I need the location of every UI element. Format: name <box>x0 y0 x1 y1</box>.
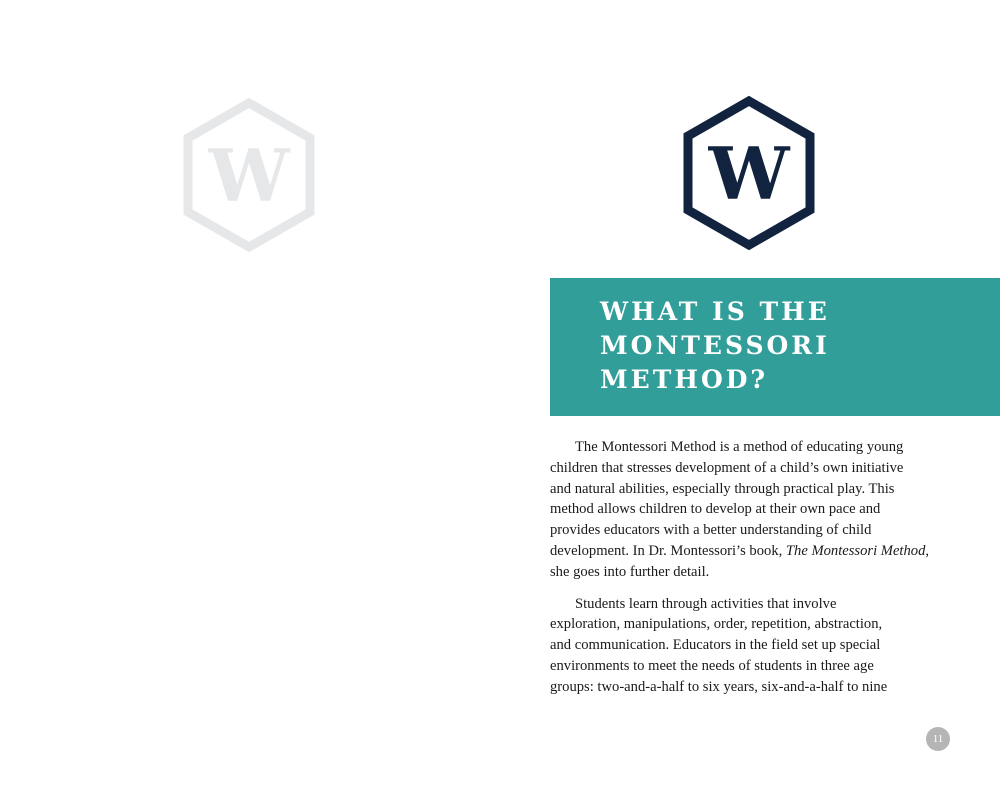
text-line: Students learn through activities that involve <box>575 595 837 612</box>
text-fragment: development. In Dr. Montessori’s book, <box>550 542 786 559</box>
text-line: children that stresses development of a child’s own initiative <box>550 459 904 476</box>
text-line: The Montessori Method is a method of educating young <box>575 439 904 455</box>
page-number-badge: 11 <box>926 727 950 751</box>
logo-letter: W <box>708 131 790 216</box>
text-line: and communication. Educators in the field set up special <box>550 637 881 654</box>
text-line: environments to meet the needs of students in three age <box>550 657 874 674</box>
logo-watermark-letter: W <box>208 133 290 218</box>
body-text <box>550 437 960 709</box>
text-line: method allows children to develop at their own pace and <box>550 501 881 518</box>
book-title: The Montessori Method <box>785 542 926 559</box>
title-line-2: MONTESSORI <box>600 331 830 360</box>
paragraph-2 <box>550 594 960 698</box>
text-line: provides educators with a better understanding of child <box>550 522 872 539</box>
text-line: and natural abilities, especially through practical play. This <box>550 480 895 497</box>
logo <box>682 95 816 251</box>
paragraph-1 <box>550 437 960 583</box>
text-line <box>550 541 960 562</box>
heading-band <box>550 278 1000 416</box>
text-line: she goes into further detail. <box>550 563 710 580</box>
text-line: groups: two-and-a-half to six years, six-and-a-half to nine <box>550 678 888 695</box>
logo-watermark <box>182 97 316 253</box>
title-line-1: WHAT IS THE <box>600 297 830 326</box>
page-title <box>600 295 830 397</box>
title-line-3: METHOD? <box>600 365 769 394</box>
text-fragment: , <box>925 542 930 559</box>
text-line: exploration, manipulations, order, repetition, abstraction, <box>550 616 883 633</box>
